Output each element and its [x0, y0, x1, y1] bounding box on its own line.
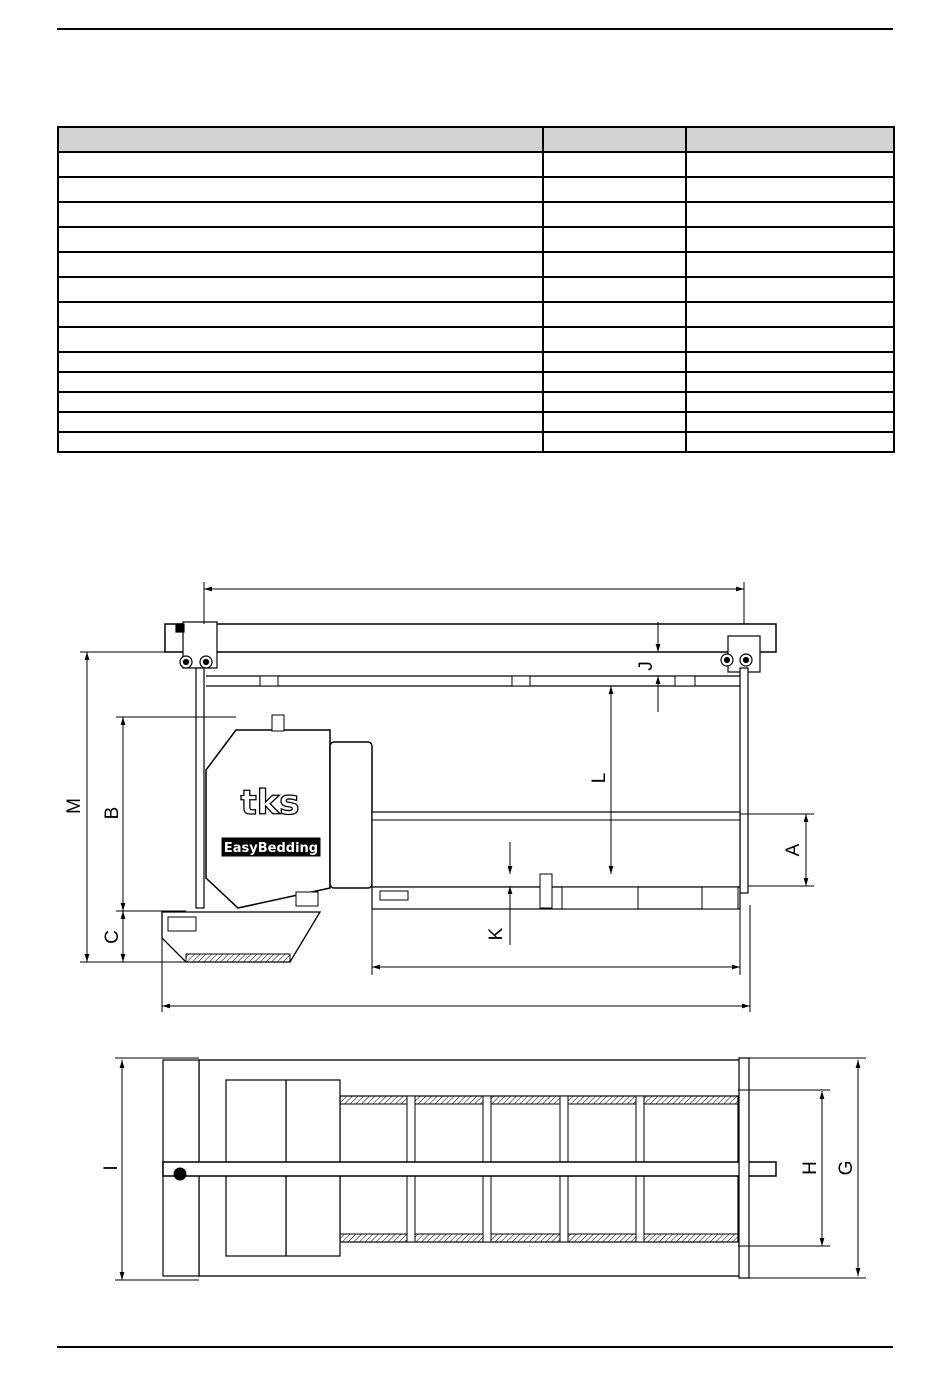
label-h: H	[800, 1161, 821, 1175]
top-view-rail	[163, 1162, 776, 1176]
bottom-rule	[57, 1346, 893, 1348]
label-a: A	[783, 843, 804, 857]
label-i: I	[101, 1165, 122, 1171]
product-name: EasyBedding	[223, 841, 319, 856]
label-b: B	[102, 806, 123, 820]
top-view	[163, 1058, 776, 1278]
label-m: M	[64, 798, 85, 814]
conveyor-frame	[372, 812, 740, 887]
side-view	[162, 622, 776, 962]
top-rail	[165, 624, 776, 652]
label-k: K	[486, 927, 507, 941]
logo-text: tks	[240, 783, 300, 823]
label-l: L	[589, 772, 610, 784]
label-j: J	[636, 661, 657, 671]
label-c: C	[102, 930, 123, 944]
label-g: G	[836, 1160, 857, 1176]
